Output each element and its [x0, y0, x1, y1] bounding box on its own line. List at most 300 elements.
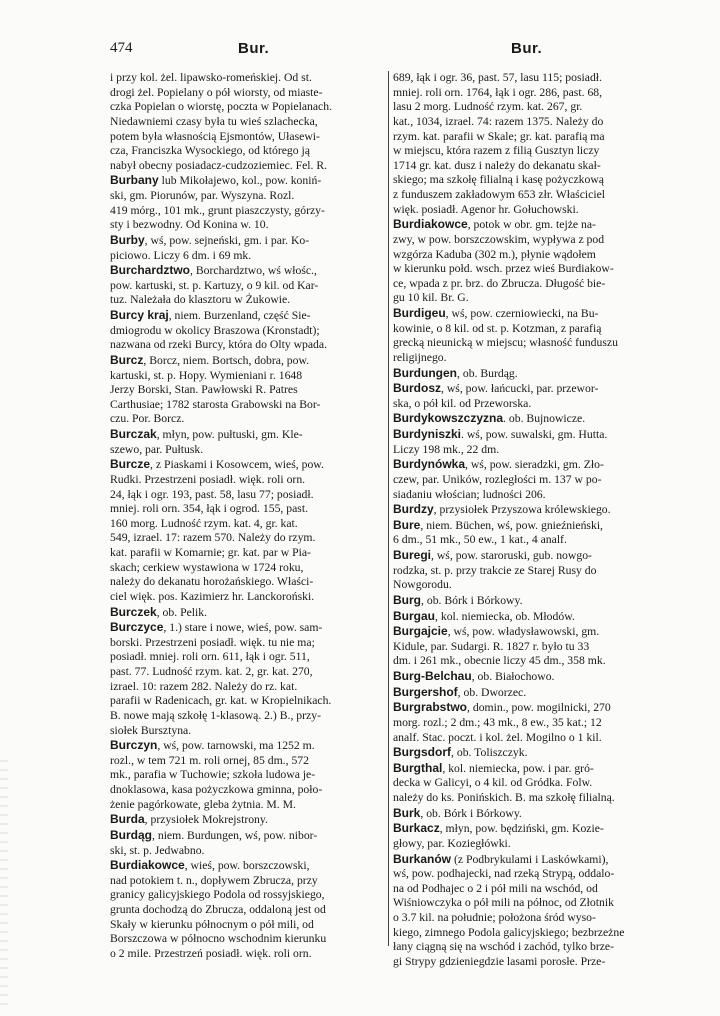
- entry-text: 419 mórg., 101 mk., grunt piaszczysty, górzy-: [110, 203, 325, 217]
- dictionary-entry: [110, 828, 384, 858]
- entry-headword: Burdigeu: [393, 306, 446, 320]
- entry-headword: Burgrabstwo: [393, 700, 468, 715]
- entry-text: zwy, w pow. borszczowskim, wypływa z pod: [393, 232, 605, 246]
- entry-line: [393, 291, 669, 306]
- entry-line: [393, 837, 669, 852]
- entry-text: past. 77. Ludność rzym. kat. 2, gr. kat. 270,: [110, 665, 313, 678]
- entry-line: [110, 636, 384, 651]
- dictionary-entry: [110, 620, 384, 738]
- entry-text: , wś, pow. sejneński, gm. i par. Ko-: [144, 233, 310, 247]
- dictionary-entry: [393, 806, 669, 822]
- entry-line: [110, 130, 384, 145]
- entry-text: żenie pagórkowate, gleba żytnia. M. M.: [110, 797, 296, 811]
- entry-headword: Burczyn: [110, 738, 158, 753]
- entry-text: mk., parafia w Tuchowie; szkoła ludowa je-: [110, 768, 316, 782]
- entry-line: [393, 115, 669, 130]
- entry-line: [110, 932, 384, 947]
- entry-text: cza, Franciszka Wysockiego, od którego ją: [110, 144, 310, 158]
- entry-headword: Burchardztwo: [110, 263, 191, 278]
- entry-text: tuz. Należała do klasztoru w Żukowie.: [110, 293, 291, 307]
- entry-line: [393, 624, 669, 640]
- entry-line: [393, 443, 669, 458]
- entry-line: [110, 709, 384, 724]
- scan-edge-marks: [0, 760, 8, 1010]
- entry-headword: Burg-Belchau: [393, 669, 472, 683]
- entry-text: , wieś, pow. borszczowski,: [184, 859, 310, 873]
- entry-line: [110, 798, 384, 813]
- entry-headword: Burczak: [110, 427, 157, 441]
- entry-text: kat. parafii w Komarnie; gr. kat. par w Pia-: [110, 546, 311, 559]
- entry-text: , ob. Białochowo.: [471, 670, 555, 683]
- entry-line: [393, 593, 669, 609]
- right-column: [393, 71, 669, 968]
- entry-text: piciowo. Liczy 6 dm. i 69 mk.: [110, 248, 252, 262]
- entry-line: [110, 189, 384, 204]
- entry-text: gi Strypy gdzieniegdzie lasami porosłe. Prze-: [393, 954, 606, 968]
- entry-text: głowy, par. Koziegłówki.: [393, 836, 511, 850]
- entry-text: Nowgorodu.: [393, 578, 452, 592]
- entry-line: [393, 731, 669, 746]
- entry-line: [393, 502, 669, 518]
- dictionary-entry: [393, 700, 669, 745]
- entry-line: [393, 518, 669, 534]
- entry-headword: Burdynówka: [393, 457, 466, 472]
- entry-headword: Burdyniszki: [393, 427, 462, 441]
- entry-line: [393, 248, 669, 263]
- entry-line: [393, 262, 669, 277]
- entry-text: B. nowe mają szkołę 1-klasową. 2.) B., przy-: [110, 708, 321, 722]
- entry-line: [110, 828, 384, 844]
- entry-text: , wś, pow. tarnowski, ma 1252 m.: [157, 739, 315, 753]
- entry-text: , Borchardztwo, wś włośc.,: [190, 264, 317, 278]
- entry-text: Rudki. Przestrzeni posiadł. więk. roli orn.: [110, 472, 306, 486]
- dictionary-entry: [110, 173, 384, 233]
- entry-line: [393, 776, 669, 791]
- entry-text: , wś, pow. władysławowski, gm.: [447, 625, 600, 639]
- entry-text: 6 dm., 51 mk., 50 ew., 1 kat., 4 analf.: [393, 533, 567, 547]
- entry-text: , niem. Burdungen, wś, pow. nibor-: [152, 828, 318, 842]
- entry-line: [393, 609, 669, 625]
- entry-text: czka Popielan o wiorstę, poczta w Popielanach.: [110, 100, 332, 114]
- entry-line: [110, 427, 384, 443]
- entry-text: . ob. Bujnowicze.: [503, 412, 586, 426]
- entry-line: [393, 955, 669, 970]
- dictionary-entry: [393, 217, 669, 306]
- entry-line: [393, 940, 669, 955]
- entry-line: [393, 203, 669, 218]
- entry-text: pow. kartuski, st. p. Kartuzy, o 9 kil. od Kar-: [110, 278, 319, 292]
- entry-text: o 3.7 kil. na południe; położona śród wyso-: [393, 911, 596, 924]
- entry-text: 24, łąk i ogr. 193, past. 58, lasu 77; posiadł.: [110, 487, 314, 501]
- entry-line: [110, 812, 384, 828]
- dictionary-entry: [393, 71, 669, 217]
- dictionary-entry: [110, 605, 384, 621]
- running-head-left: Bur.: [238, 40, 270, 57]
- dictionary-entry: [110, 858, 384, 961]
- entry-line: [110, 398, 384, 413]
- entry-text: 160 morg. Ludność rzym. kat. 4, gr. kat.: [110, 516, 298, 530]
- entry-line: [393, 306, 669, 322]
- entry-line: [110, 858, 384, 874]
- entry-text: potem była własnością Ejsmontów, Ułasewi-: [110, 129, 320, 143]
- entry-text: lasu 2 morg. Ludność rzym. kat. 267, gr.: [393, 100, 583, 114]
- entry-line: [393, 578, 669, 593]
- dictionary-entry: [110, 427, 384, 457]
- entry-text: grunta dochodzą do Zbrucza, oddaloną jest od: [110, 903, 326, 916]
- entry-text: , kol. niemiecka, ob. Młodów.: [435, 609, 575, 623]
- entry-line: [110, 694, 384, 709]
- entry-text: , wś, pow. sieradzki, gm. Zło-: [465, 458, 604, 472]
- entry-line: [393, 277, 669, 292]
- entry-line: [110, 783, 384, 798]
- entry-line: [393, 806, 669, 822]
- entry-text: kat., 1034, izrael. 74: razem 1375. Należy do: [393, 114, 604, 128]
- entry-text: , ob. Burdąg.: [457, 366, 518, 380]
- entry-headword: Burdiakowce: [393, 217, 468, 232]
- entry-line: [110, 620, 384, 636]
- entry-text: , wś, pow. łańcucki, par. przewor-: [441, 382, 599, 396]
- entry-line: [110, 324, 384, 339]
- entry-text: rzym. kat. parafii w Skale; gr. kat. parafią ma: [393, 129, 605, 143]
- entry-headword: Burczyce: [110, 620, 164, 635]
- entry-text: , niem. Burzenland, część Sie-: [168, 309, 311, 322]
- entry-headword: Burdykowszczyzna: [393, 411, 504, 426]
- entry-line: [393, 336, 669, 351]
- entry-headword: Burbany: [110, 173, 159, 188]
- entry-text: , młyn, pow. będziński, gm. Kozie-: [439, 822, 604, 836]
- entry-text: , 1.) stare i nowe, wieś, pow. sam-: [163, 621, 323, 635]
- entry-line: [110, 502, 384, 517]
- entry-text: drogi żel. Popielany o pół wiorsty, od miaste-: [110, 85, 323, 99]
- entry-line: [110, 233, 384, 249]
- entry-line: [110, 947, 384, 962]
- dictionary-entry: [393, 745, 669, 761]
- entry-line: [393, 411, 669, 427]
- entry-headword: Burda: [110, 812, 145, 827]
- entry-text: kiego, zimnego Podola galicyjskiego; bezbrzeżne: [393, 925, 625, 939]
- entry-line: [393, 654, 669, 669]
- entry-text: mniej. roli orn. 354, łąk i ogrod. 155, past.: [110, 502, 309, 516]
- entry-text: sty i bezwodny. Od Konina w. 10.: [110, 218, 269, 232]
- entry-line: [393, 86, 669, 101]
- entry-text: Borszczowa w północno wschodnim kierunku: [110, 932, 327, 946]
- entry-line: [393, 457, 669, 473]
- entry-text: granicy galicyjskiego Podola od rossyjskiego,: [110, 888, 325, 902]
- entry-line: [110, 650, 384, 665]
- entry-text: ska, o pół kil. od Przeworska.: [393, 396, 532, 410]
- entry-text: decka w Galicyi, o 4 kil. od Gródka. Folw.: [393, 776, 593, 790]
- entry-line: [110, 279, 384, 294]
- entry-text: , domin., pow. mogilnicki, 270: [467, 701, 611, 715]
- entry-text: (z Podbrykulami i Laskówkami),: [451, 852, 609, 866]
- entry-text: , ob. Bórk i Bórkowy.: [420, 806, 522, 820]
- entry-line: [393, 700, 669, 716]
- entry-text: czew, par. Uników, rozległości m. 137 w po-: [393, 472, 602, 486]
- entry-headword: Burdungen: [393, 365, 457, 380]
- entry-text: morg. rozl.; 2 dm.; 43 mk., 8 ew., 35 kat.; 12: [393, 715, 602, 729]
- entry-text: Niedawniemi czasy była tu wieś szlachecka,: [110, 114, 318, 128]
- entry-headword: Burkacz: [393, 821, 440, 836]
- entry-line: [110, 903, 384, 918]
- dictionary-entry: [393, 821, 669, 851]
- entry-line: [110, 159, 384, 174]
- entry-text: na od Podhajec o 2 i pół mili na wschód, od: [393, 881, 598, 895]
- dictionary-entry: [110, 353, 384, 427]
- entry-text: skach; cerkiew wystawiona w 1724 roku,: [110, 560, 304, 574]
- dictionary-entry: [110, 263, 384, 308]
- entry-headword: Bure: [393, 517, 421, 532]
- entry-line: [110, 754, 384, 769]
- entry-line: [110, 71, 384, 86]
- entry-text: i przy kol. żel. lipawsko-romeńskiej. Od st.: [110, 71, 312, 84]
- entry-line: [110, 293, 384, 308]
- entry-text: nazwana od rzeki Burcy, która do Olty wpada.: [110, 338, 328, 352]
- entry-headword: Buregi: [393, 548, 432, 562]
- entry-line: [393, 745, 669, 761]
- entry-text: siadaniu włościan; ludności 206.: [393, 487, 546, 501]
- entry-headword: Burg: [393, 592, 421, 607]
- entry-headword: Burcz: [110, 352, 144, 367]
- entry-line: [393, 71, 669, 86]
- entry-line: [110, 680, 384, 695]
- entry-text: w kierunku połd. wsch. przez wieś Burdiakow-: [393, 262, 614, 276]
- entry-headword: Burgau: [393, 608, 435, 623]
- running-head-right: Bur.: [511, 40, 543, 57]
- entry-headword: Burk: [393, 805, 421, 820]
- entry-text: dnoklasowa, kasa pożyczkowa gminna, poło-: [110, 783, 323, 796]
- entry-text: religijnego.: [393, 350, 447, 364]
- entry-line: [110, 173, 384, 189]
- entry-text: Liczy 198 mk., 22 dm.: [393, 442, 500, 456]
- entry-text: ciel więk. pos. Kazimierz hr. Lanckoroński.: [110, 589, 315, 603]
- entry-headword: Burczek: [110, 604, 157, 619]
- entry-text: , wś, pow. czerniowiecki, na Bu-: [445, 307, 599, 320]
- entry-line: [110, 353, 384, 369]
- entry-text: mniej. roli orn. 1764, łąk i ogr. 286, past. 68,: [393, 85, 603, 99]
- entry-line: [110, 531, 384, 546]
- entry-line: [393, 564, 669, 579]
- entry-line: [393, 867, 669, 882]
- entry-text: dm. i 261 mk., obecnie liczy 45 dm., 358 mk.: [393, 654, 606, 668]
- dictionary-entry: [393, 548, 669, 593]
- entry-line: [110, 473, 384, 488]
- entry-line: [110, 665, 384, 680]
- entry-text: parafii w Radenicach, gr. kat. w Kropielnikach.: [110, 694, 332, 708]
- entry-text: 689, łąk i ogr. 36, past. 57, lasu 115; posiadł.: [393, 71, 602, 84]
- entry-text: borski. Przestrzeni posiadł. więk. tu nie ma;: [110, 635, 315, 649]
- entry-text: rozl., w tem 721 m. roli ornej, 85 dm., 572: [110, 753, 309, 767]
- entry-line: [393, 791, 669, 806]
- entry-line: [110, 204, 384, 219]
- entry-text: wś, pow. podhajecki, nad rzeką Strypą, oddalo-: [393, 867, 615, 881]
- dictionary-entry: [393, 669, 669, 685]
- entry-text: , potok w obr. gm. tejże na-: [467, 218, 596, 232]
- entry-headword: Burgershof: [393, 684, 458, 699]
- entry-line: [393, 427, 669, 443]
- entry-line: [110, 412, 384, 427]
- entry-line: [393, 381, 669, 397]
- entry-headword: Burgthal: [393, 760, 443, 775]
- entry-text: , wś, pow. staroruski, gub. nowgo-: [431, 549, 592, 562]
- entry-text: szewo, par. Pułtusk.: [110, 442, 204, 456]
- dictionary-entry: [393, 624, 669, 669]
- entry-headword: Burdzy: [393, 502, 434, 517]
- entry-text: , Borcz, niem. Bortsch, dobra, pow.: [143, 353, 310, 367]
- dictionary-entry: [110, 738, 384, 812]
- entry-line: [110, 86, 384, 101]
- entry-line: [110, 338, 384, 353]
- dictionary-entry: [393, 502, 669, 518]
- entry-text: o 2 mile. Przestrzeń posiadł. więk. roli orn.: [110, 946, 312, 960]
- entry-line: [110, 605, 384, 621]
- entry-headword: Burgsdorf: [393, 745, 451, 760]
- entry-headword: Burcy kraj: [110, 308, 169, 322]
- entry-text: dmiogrodu w okolicy Braszowa (Kronstadt);: [110, 323, 320, 337]
- entry-line: [110, 218, 384, 233]
- entry-headword: Burby: [110, 232, 145, 247]
- entry-text: 1714 gr. kat. dusz i należy do dekanatu skał-: [393, 158, 601, 172]
- entry-headword: Burkanów: [393, 851, 452, 866]
- entry-line: [110, 918, 384, 933]
- column-divider: [388, 71, 389, 946]
- entry-headword: Burcze: [110, 457, 151, 472]
- entry-line: [393, 473, 669, 488]
- entry-text: . wś, pow. suwalski, gm. Hutta.: [461, 428, 608, 441]
- entry-line: [393, 130, 669, 145]
- dictionary-entry: [110, 71, 384, 173]
- entry-text: Skały w kierunku północnym o pół mili, od: [110, 917, 314, 931]
- entry-text: kartuski, st. p. Hopy. Wymieniani r. 1648: [110, 368, 303, 382]
- entry-line: [110, 768, 384, 783]
- entry-line: [393, 159, 669, 174]
- dictionary-entry: [393, 427, 669, 457]
- entry-line: [393, 366, 669, 382]
- entry-text: Jerzy Borski, Stan. Pawłowski R. Patres: [110, 383, 298, 397]
- entry-headword: Burdosz: [393, 381, 441, 396]
- dictionary-entry: [393, 518, 669, 548]
- entry-line: [393, 640, 669, 655]
- dictionary-entry: [393, 761, 669, 806]
- left-column: [110, 71, 384, 961]
- entry-line: [110, 443, 384, 458]
- entry-line: [393, 397, 669, 412]
- dictionary-entry: [110, 457, 384, 604]
- entry-text: , ob. Bórk i Bórkowy.: [421, 593, 523, 607]
- entry-text: łany ciągną się na wschód i zachód, tylko brze-: [393, 940, 615, 954]
- entry-line: [393, 926, 669, 941]
- entry-line: [393, 896, 669, 911]
- entry-text: , z Piaskami i Kosowcem, wieś, pow.: [150, 458, 324, 472]
- entry-text: , przysiołek Mokrejstrony.: [144, 813, 268, 827]
- entry-line: [393, 173, 669, 188]
- entry-text: lub Mikołajewo, kol., pow. koniń-: [158, 174, 322, 188]
- dictionary-entry: [393, 366, 669, 382]
- entry-line: [393, 882, 669, 897]
- entry-line: [110, 888, 384, 903]
- entry-text: rodzka, st. p. przy trakcie ze Starej Rusy do: [393, 563, 597, 577]
- entry-text: nabył obecny posiadacz-cudzoziemiec. Fel. R.: [110, 158, 328, 172]
- dictionary-entry: [110, 233, 384, 263]
- dictionary-entry: [393, 457, 669, 502]
- entry-text: , młyn, pow. pułtuski, gm. Kle-: [156, 428, 303, 441]
- entry-text: czu. Por. Borcz.: [110, 412, 185, 426]
- entry-headword: Burdiakowce: [110, 858, 185, 873]
- entry-text: , kol. niemiecka, pow. i par. gró-: [442, 761, 594, 775]
- entry-line: [110, 488, 384, 503]
- entry-line: [110, 738, 384, 754]
- entry-line: [393, 669, 669, 685]
- entry-text: 549, izrael. 17: razem 570. Należy do rzym.: [110, 531, 316, 545]
- page-header: [110, 40, 670, 62]
- entry-text: ski, st. p. Jedwabno.: [110, 843, 205, 857]
- entry-text: kowinie, o 8 kil. od st. p. Kotzman, z parafią: [393, 321, 602, 335]
- entry-text: wzgórza Kaduba (302 m.), płynie wądołem: [393, 247, 596, 261]
- entry-text: skiego; ma szkołę filialną i kasę pożyczkową: [393, 173, 604, 187]
- dictionary-entry: [110, 812, 384, 828]
- entry-text: Kidule, par. Sudargi. R. 1827 r. było tu 33: [393, 639, 590, 653]
- entry-line: [393, 685, 669, 701]
- entry-text: posiadł. mniej. roli orn. 611, łąk i ogr. 511,: [110, 650, 310, 664]
- entry-text: ski, gm. Piorunów, par. Wyszyna. Rozl.: [110, 189, 295, 202]
- entry-line: [110, 100, 384, 115]
- entry-text: analf. Stac. poczt. i kol. żel. Mogilno o 1 kil.: [393, 730, 602, 744]
- entry-text: należy do dekanatu horożańskiego. Właści-: [110, 575, 314, 589]
- entry-line: [393, 821, 669, 837]
- entry-text: ce, wpada z pr. brz. do Zbrucza. Długość bie-: [393, 276, 606, 290]
- entry-line: [110, 457, 384, 473]
- entry-line: [110, 369, 384, 384]
- entry-line: [110, 561, 384, 576]
- entry-headword: Burdąg: [110, 827, 152, 842]
- entry-line: [393, 351, 669, 366]
- entry-text: izrael. 10: razem 282. Należy do rz. kat.: [110, 679, 298, 693]
- entry-text: , przysiołek Przyszowa królewskiego.: [433, 503, 611, 517]
- entry-line: [110, 308, 384, 324]
- entry-text: , ob. Pelik.: [156, 605, 208, 619]
- entry-text: w miejscu, która razem z filią Gusztyn liczy: [393, 144, 600, 158]
- entry-line: [393, 716, 669, 731]
- entry-line: [393, 911, 669, 926]
- entry-line: [393, 488, 669, 503]
- entry-line: [110, 383, 384, 398]
- entry-text: , ob. Dworzec.: [457, 685, 527, 699]
- page-number: 474: [110, 40, 133, 56]
- entry-line: [110, 144, 384, 159]
- dictionary-entry: [393, 381, 669, 411]
- entry-line: [110, 546, 384, 561]
- dictionary-entry: [110, 308, 384, 353]
- entry-line: [393, 233, 669, 248]
- entry-text: , ob. Toliszczyk.: [451, 746, 528, 760]
- dictionary-entry: [393, 306, 669, 366]
- entry-line: [110, 517, 384, 532]
- entry-line: [110, 724, 384, 739]
- entry-line: [393, 761, 669, 777]
- entry-line: [393, 548, 669, 564]
- entry-text: więk. posiadł. Agenor hr. Gołuchowski.: [393, 202, 579, 216]
- entry-text: z funduszem zakładowym 653 złr. Właściciel: [393, 188, 606, 201]
- dictionary-entry: [393, 411, 669, 427]
- dictionary-entry: [393, 685, 669, 701]
- entry-line: [110, 874, 384, 889]
- entry-line: [110, 844, 384, 859]
- entry-line: [393, 533, 669, 548]
- entry-text: grecką nieunicką w miejscu; własność funduszu: [393, 336, 618, 350]
- entry-line: [110, 575, 384, 590]
- entry-text: należy do ks. Ponińskich. B. ma szkołę filialną.: [393, 791, 615, 804]
- entry-line: [393, 217, 669, 233]
- entry-line: [393, 144, 669, 159]
